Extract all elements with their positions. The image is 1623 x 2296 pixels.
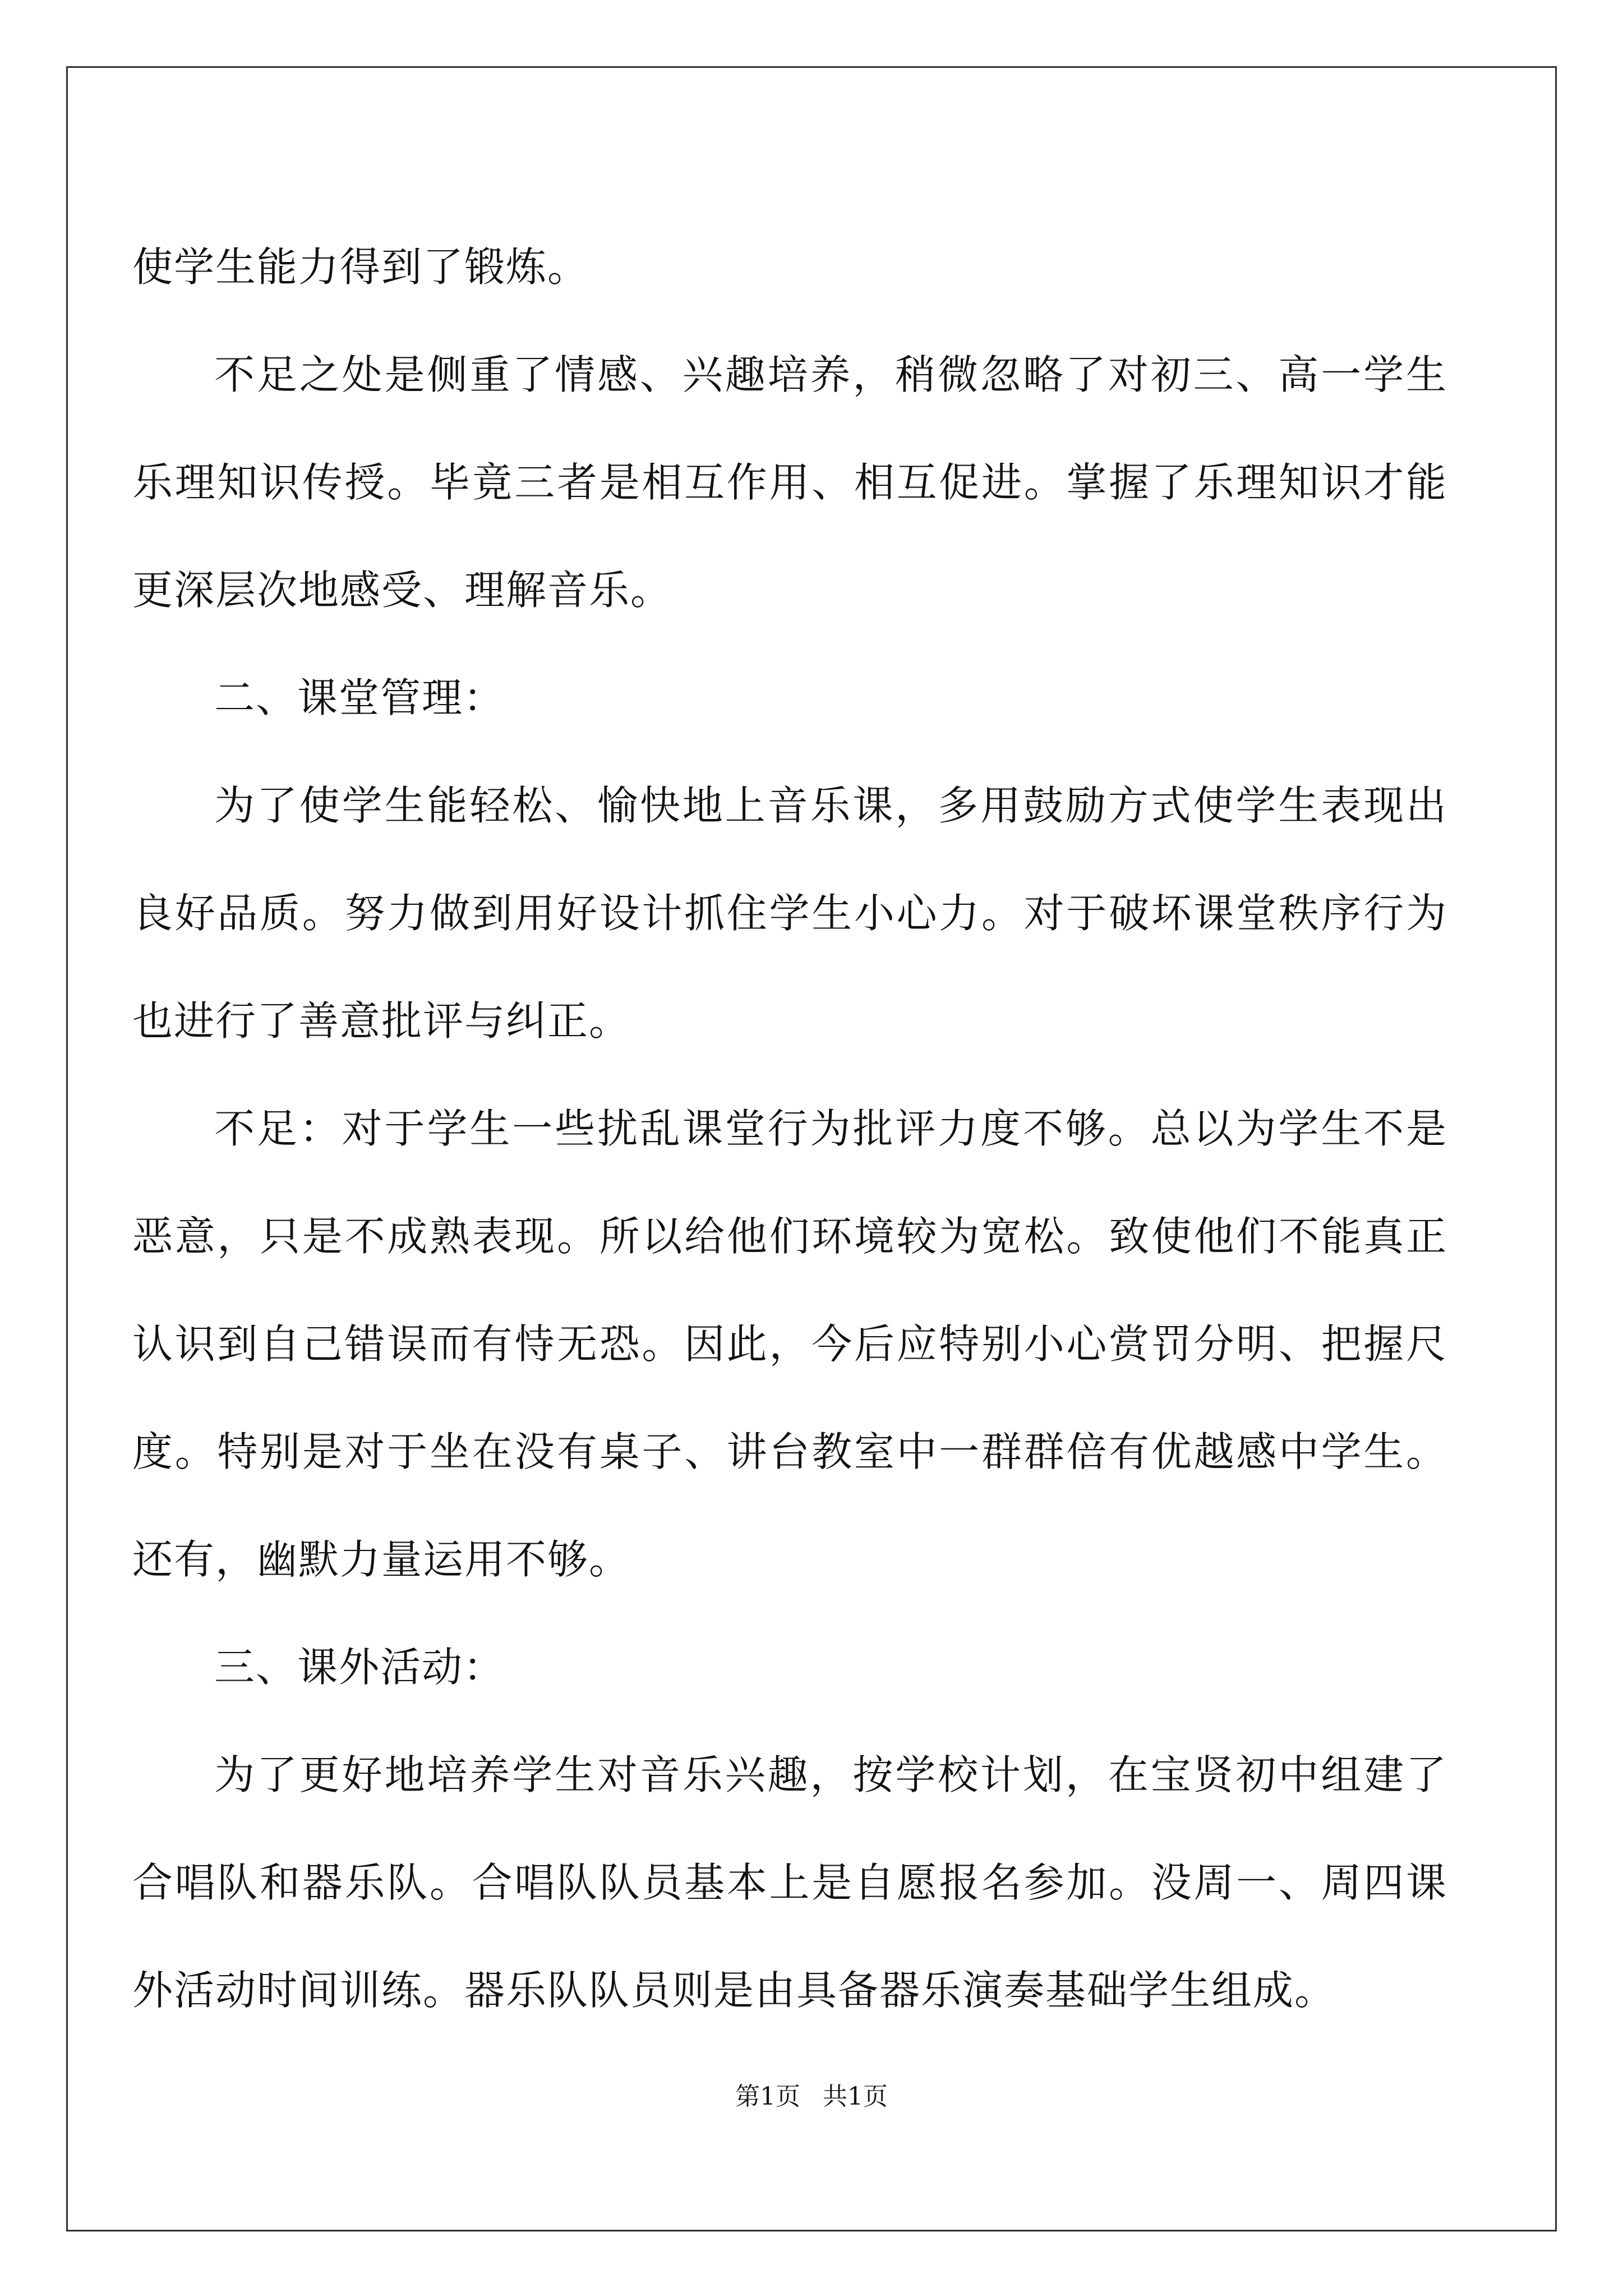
paragraph-extracurricular: 为了更好地培养学生对音乐兴趣，按学校计划，在宝贤初中组建了合唱队和器乐队。合唱队队员基本上是自愿报名参加。没周一、周四课外活动时间训练。器乐队队员则是由具备器乐演奏基础学生组成。	[132, 1751, 1447, 2014]
section-heading-extracurricular: 三、课外活动：	[214, 1644, 505, 1691]
page-total: 共1页	[823, 2082, 888, 2111]
paragraph-classroom-management: 为了使学生能轻松、愉快地上音乐课，多用鼓励方式使学生表现出良好品质。努力做到用好设计抓住学生小心力。对于破坏课堂秩序行为也进行了善意批评与纠正。	[132, 782, 1447, 1045]
paragraph-continuation: 使学生能力得到了锻炼。	[132, 243, 589, 291]
paragraph-teaching-shortcomings: 不足之处是侧重了情感、兴趣培养，稍微忽略了对初三、高一学生乐理知识传授。毕竟三者是相互作用、相互促进。掌握了乐理知识才能更深层次地感受、理解音乐。	[132, 351, 1447, 614]
page-footer	[0, 2080, 1623, 2114]
document-body	[132, 213, 1447, 2044]
paragraph-management-shortcomings: 不足：对于学生一些扰乱课堂行为批评力度不够。总以为学生不是恶意，只是不成熟表现。所以给他们环境较为宽松。致使他们不能真正认识到自己错误而有恃无恐。因此，今后应特别小心赏罚分明、把握尺度。特别是对于坐在没有桌子、讲台教室中一群群倍有优越感中学生。还有，幽默力量运用不够。	[132, 1105, 1447, 1583]
page-number: 第1页	[735, 2082, 800, 2111]
section-heading-classroom-management: 二、课堂管理：	[214, 674, 505, 721]
